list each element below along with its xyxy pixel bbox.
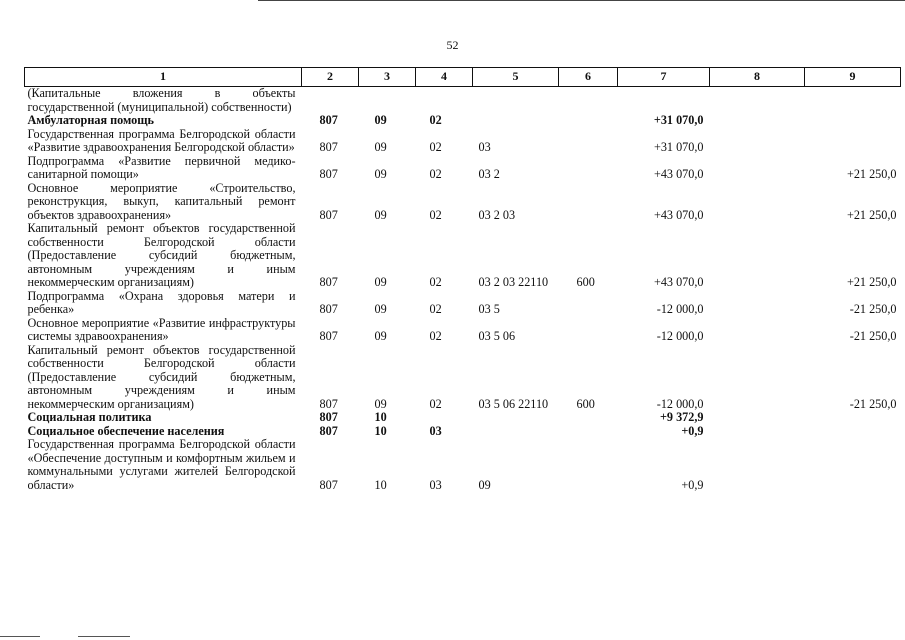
- cell-expense-type: [559, 425, 618, 439]
- cell-target-article: 03 2: [478, 167, 500, 181]
- cell-section: [359, 87, 416, 115]
- cell-amount-year3: [805, 87, 901, 115]
- cell-section: 09: [374, 167, 387, 181]
- column-header-6: 6: [559, 68, 618, 87]
- cell-ministry-code: 807: [319, 113, 338, 127]
- table-row: [25, 290, 901, 317]
- cell-amount-year1: +31 070,0: [653, 140, 704, 154]
- cell-section: 10: [374, 410, 387, 424]
- cell-amount-year2: [710, 155, 805, 182]
- cell-amount-year2: [710, 87, 805, 115]
- cell-target-article: 03 5 06 22110: [478, 396, 549, 411]
- table-row: [25, 222, 901, 290]
- cell-section: 09: [374, 207, 387, 222]
- table-row: [25, 411, 901, 425]
- cell-subsection: 02: [429, 167, 442, 181]
- cell-target-article: 03 2 03: [478, 207, 516, 222]
- cell-name: Основное мероприятие «Строительство, реконструкция, выкуп, капитальный ремонт объектов здравоохранения»: [27, 180, 296, 222]
- cell-subsection: 03: [429, 423, 442, 438]
- cell-expense-type: 600: [576, 396, 595, 411]
- cell-expense-type: [559, 128, 618, 155]
- cell-amount-year3: [805, 438, 901, 492]
- cell-section: 09: [374, 329, 387, 343]
- cell-target-article: 03 5: [478, 302, 500, 316]
- cell-amount-year3: +21 250,0: [846, 207, 897, 222]
- cell-amount-year3: +21 250,0: [846, 275, 897, 289]
- cell-target-article: 09: [478, 477, 491, 492]
- cell-section: 09: [374, 113, 387, 127]
- cell-name: Социальное обеспечение населения: [27, 423, 225, 438]
- cell-section: 09: [374, 275, 387, 289]
- cell-section: 09: [374, 396, 387, 411]
- cell-expense-type: [559, 290, 618, 317]
- cell-amount-year1: +0,9: [681, 423, 704, 438]
- cell-amount-year3: [805, 128, 901, 155]
- cell-amount-year1: [618, 87, 710, 115]
- cell-target-article: [473, 87, 559, 115]
- cell-section: 10: [374, 423, 387, 438]
- cell-target-article: [473, 411, 559, 425]
- cell-amount-year2: [710, 425, 805, 439]
- table-row: [25, 344, 901, 412]
- cell-amount-year2: [710, 290, 805, 317]
- cell-ministry-code: [302, 87, 359, 115]
- bottom-edge-rule: [78, 636, 130, 637]
- table-row: [25, 87, 901, 115]
- column-header-3: 3: [359, 68, 416, 87]
- cell-name: Государственная программа Белгородской области «Развитие здравоохранения Белгородской области»: [27, 126, 296, 154]
- cell-subsection: 02: [429, 302, 442, 316]
- cell-amount-year2: [710, 438, 805, 492]
- cell-amount-year1: -12 000,0: [656, 302, 704, 316]
- table-row: [25, 438, 901, 492]
- cell-amount-year3: [805, 411, 901, 425]
- cell-amount-year1: +43 070,0: [653, 207, 704, 222]
- cell-amount-year1: -12 000,0: [656, 329, 704, 343]
- table-row: [25, 317, 901, 344]
- cell-target-article: 03 5 06: [478, 329, 516, 343]
- column-header-5: 5: [473, 68, 559, 87]
- cell-ministry-code: 807: [319, 410, 338, 424]
- table-body: [25, 87, 901, 493]
- cell-amount-year2: [710, 114, 805, 128]
- cell-ministry-code: 807: [319, 275, 338, 289]
- cell-amount-year3: -21 250,0: [849, 302, 897, 316]
- cell-amount-year2: [710, 182, 805, 223]
- cell-ministry-code: 807: [319, 477, 338, 492]
- column-header-7: 7: [618, 68, 710, 87]
- cell-ministry-code: 807: [319, 329, 338, 343]
- cell-name: Капитальный ремонт объектов государственной собственности Белгородской области (Предоставление субсидий бюджетным, автономным учреждениям и иным некоммерческим организациям): [27, 342, 296, 411]
- cell-expense-type: [559, 317, 618, 344]
- cell-amount-year3: -21 250,0: [849, 396, 897, 411]
- cell-amount-year2: [710, 411, 805, 425]
- cell-amount-year2: [710, 222, 805, 290]
- cell-amount-year1: +9 372,9: [659, 410, 704, 424]
- cell-name: (Капитальные вложения в объекты государственной (муниципальной) собственности): [27, 86, 296, 114]
- cell-ministry-code: 807: [319, 207, 338, 222]
- column-header-8: 8: [710, 68, 805, 87]
- top-edge-rule: [258, 0, 905, 1]
- cell-expense-type: 600: [576, 275, 595, 289]
- cell-subsection: 02: [429, 140, 442, 154]
- cell-amount-year1: +43 070,0: [653, 275, 704, 289]
- cell-target-article: 03: [478, 140, 491, 154]
- column-header-1: 1: [25, 68, 302, 87]
- cell-name: Государственная программа Белгородской области «Обеспечение доступным и комфортным жильем и коммунальными услугами жителей Белгородской области»: [27, 437, 296, 492]
- cell-name: Капитальный ремонт объектов государственной собственности Белгородской области (Предоставление субсидий бюджетным, автономным учреждениям и иным некоммерческим организациям): [27, 221, 296, 289]
- column-header-4: 4: [416, 68, 473, 87]
- cell-subsection: 02: [429, 207, 442, 222]
- cell-amount-year3: +21 250,0: [846, 167, 897, 181]
- bottom-edge-rule: [0, 636, 40, 637]
- cell-amount-year2: [710, 317, 805, 344]
- cell-expense-type: [559, 87, 618, 115]
- cell-subsection: [416, 411, 473, 425]
- cell-amount-year3: -21 250,0: [849, 329, 897, 343]
- cell-ministry-code: 807: [319, 423, 338, 438]
- cell-ministry-code: 807: [319, 167, 338, 181]
- cell-ministry-code: 807: [319, 140, 338, 154]
- cell-expense-type: [559, 114, 618, 128]
- cell-subsection: 02: [429, 396, 442, 411]
- cell-amount-year2: [710, 128, 805, 155]
- cell-subsection: 03: [429, 477, 442, 492]
- cell-expense-type: [559, 182, 618, 223]
- cell-name: Подпрограмма «Развитие первичной медико-санитарной помощи»: [27, 153, 296, 181]
- column-header-9: 9: [805, 68, 901, 87]
- column-header-2: 2: [302, 68, 359, 87]
- cell-name: Социальная политика: [27, 410, 152, 424]
- cell-ministry-code: 807: [319, 302, 338, 316]
- table-row: [25, 182, 901, 223]
- cell-name: Основное мероприятие «Развитие инфраструктуры системы здравоохранения»: [27, 315, 296, 343]
- cell-amount-year1: -12 000,0: [656, 396, 704, 411]
- budget-table: [24, 67, 901, 492]
- table-row: [25, 114, 901, 128]
- table-row: [25, 425, 901, 439]
- cell-amount-year2: [710, 344, 805, 412]
- cell-name: Амбулаторная помощь: [27, 113, 154, 127]
- cell-ministry-code: 807: [319, 396, 338, 411]
- header-row: [25, 68, 901, 87]
- cell-section: 09: [374, 302, 387, 316]
- cell-section: 09: [374, 140, 387, 154]
- cell-amount-year3: [805, 114, 901, 128]
- cell-amount-year1: +43 070,0: [653, 167, 704, 181]
- table-row: [25, 155, 901, 182]
- table-row: [25, 128, 901, 155]
- cell-target-article: 03 2 03 22110: [478, 275, 549, 289]
- cell-name: Подпрограмма «Охрана здоровья матери и ребенка»: [27, 288, 296, 316]
- cell-amount-year1: +0,9: [681, 477, 704, 492]
- cell-expense-type: [559, 155, 618, 182]
- table-header: [25, 68, 901, 87]
- cell-subsection: 02: [429, 113, 442, 127]
- page-number: 52: [446, 38, 459, 52]
- cell-subsection: [416, 87, 473, 115]
- cell-expense-type: [559, 438, 618, 492]
- cell-section: 10: [374, 477, 387, 492]
- cell-amount-year1: +31 070,0: [653, 113, 704, 127]
- cell-subsection: 02: [429, 275, 442, 289]
- cell-target-article: [473, 114, 559, 128]
- cell-expense-type: [559, 411, 618, 425]
- cell-subsection: 02: [429, 329, 442, 343]
- cell-amount-year3: [805, 425, 901, 439]
- cell-target-article: [473, 425, 559, 439]
